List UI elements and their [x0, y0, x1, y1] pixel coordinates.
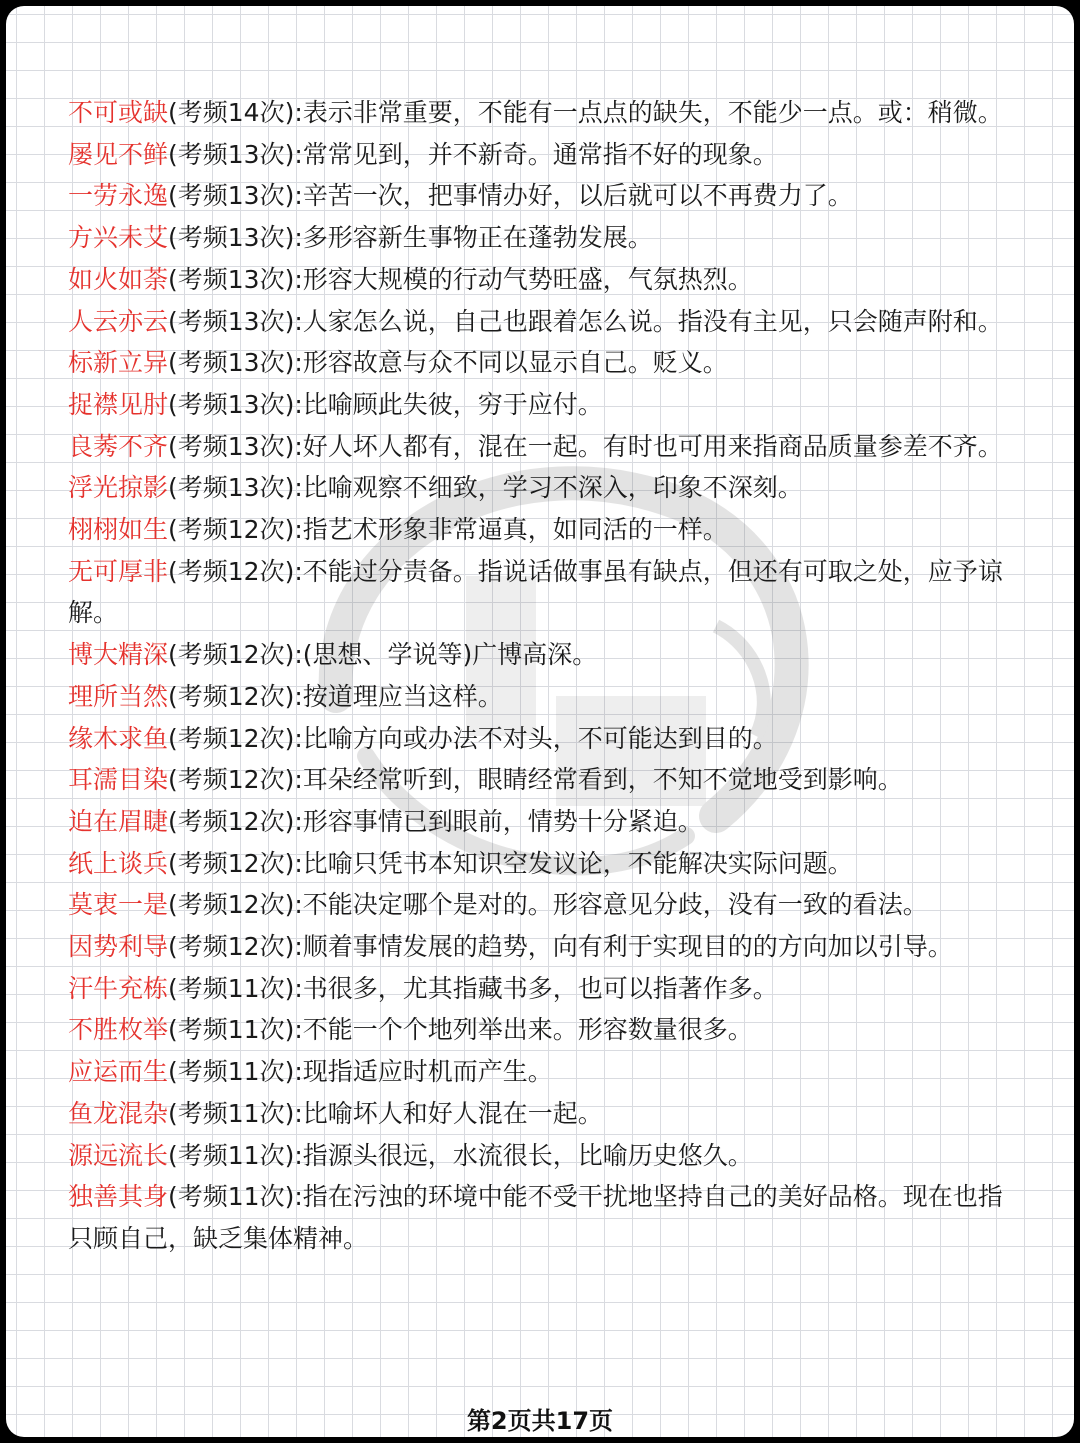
idiom-entry: [68, 926, 1018, 968]
idiom-term: 理所当然: [68, 681, 169, 711]
idiom-entry: [68, 1135, 1018, 1177]
idiom-entry: [68, 1093, 1018, 1135]
idiom-description: (考频12次):耳朵经常听到，眼睛经常看到，不知不觉地受到影响。: [168, 765, 903, 795]
idiom-entry: [68, 217, 1018, 259]
idiom-entry: [68, 1009, 1018, 1051]
idiom-description: (考频11次):比喻坏人和好人混在一起。: [168, 1098, 603, 1128]
idiom-entry: [68, 801, 1018, 843]
idiom-entry: [68, 676, 1018, 718]
page-number: 第2页共17页: [466, 1407, 614, 1435]
idiom-description: (考频13次):比喻观察不细致，学习不深入，印象不深刻。: [168, 473, 803, 503]
idiom-term: 莫衷一是: [68, 890, 169, 920]
idiom-description: (考频12次):按道理应当这样。: [168, 681, 503, 711]
idiom-term: 标新立异: [68, 348, 169, 378]
idiom-term: 良莠不齐: [68, 431, 169, 461]
idiom-description: (考频12次):形容事情已到眼前，情势十分紧迫。: [168, 806, 703, 836]
idiom-list: [68, 92, 1018, 1260]
idiom-entry: [68, 1051, 1018, 1093]
idiom-term: 捉襟见肘: [68, 389, 169, 419]
idiom-description: (考频11次):指在污浊的环境中能不受干扰地坚持自己的美好品格。现在也指只顾自己，缺乏集体精神。: [68, 1182, 1003, 1253]
idiom-term: 缘木求鱼: [68, 723, 169, 753]
idiom-term: 栩栩如生: [68, 515, 169, 545]
idiom-entry: [68, 1176, 1018, 1259]
idiom-term: 因势利导: [68, 932, 169, 962]
idiom-term: 不可或缺: [68, 98, 169, 127]
idiom-description: (考频12次):比喻只凭书本知识空发议论，不能解决实际问题。: [168, 848, 853, 878]
idiom-description: (考频13次):形容故意与众不同以显示自己。贬义。: [168, 348, 728, 378]
idiom-term: 纸上谈兵: [68, 848, 169, 878]
idiom-entry: [68, 509, 1018, 551]
idiom-description: (考频13次):比喻顾此失彼，穷于应付。: [168, 389, 603, 419]
idiom-entry: [68, 384, 1018, 426]
idiom-term: 无可厚非: [68, 556, 169, 586]
idiom-description: (考频14次):表示非常重要，不能有一点点的缺失，不能少一点。或：稍微。: [168, 98, 1003, 127]
idiom-entry: [68, 843, 1018, 885]
idiom-description: (考频13次):形容大规模的行动气势旺盛，气氛热烈。: [168, 264, 753, 294]
idiom-term: 源远流长: [68, 1140, 169, 1170]
idiom-description: (考频12次):比喻方向或办法不对头，不可能达到目的。: [168, 723, 778, 753]
idiom-term: 如火如荼: [68, 264, 169, 294]
idiom-description: (考频13次):人家怎么说，自己也跟着怎么说。指没有主见，只会随声附和。: [168, 306, 1003, 336]
idiom-entry: [68, 718, 1018, 760]
idiom-term: 耳濡目染: [68, 765, 169, 795]
idiom-description: (考频11次):不能一个个地列举出来。形容数量很多。: [168, 1015, 753, 1045]
idiom-entry: [68, 968, 1018, 1010]
idiom-entry: [68, 259, 1018, 301]
idiom-description: (考频12次):指艺术形象非常逼真，如同活的一样。: [168, 515, 728, 545]
idiom-entry: [68, 467, 1018, 509]
idiom-term: 方兴未艾: [68, 223, 169, 253]
idiom-entry: [68, 551, 1018, 634]
idiom-entry: [68, 175, 1018, 217]
idiom-description: (考频13次):辛苦一次，把事情办好，以后就可以不再费力了。: [168, 181, 853, 211]
idiom-description: (考频13次):好人坏人都有，混在一起。有时也可用来指商品质量参差不齐。: [168, 431, 1003, 461]
idiom-term: 鱼龙混杂: [68, 1098, 169, 1128]
idiom-entry: [68, 884, 1018, 926]
idiom-description: (考频13次):常常见到，并不新奇。通常指不好的现象。: [168, 139, 778, 169]
idiom-term: 汗牛充栋: [68, 973, 169, 1003]
idiom-term: 博大精深: [68, 640, 169, 670]
idiom-entry: [68, 92, 1018, 134]
idiom-term: 一劳永逸: [68, 181, 169, 211]
idiom-description: (考频12次):不能过分责备。指说话做事虽有缺点，但还有可取之处，应予谅解。: [68, 556, 1003, 628]
idiom-entry: [68, 759, 1018, 801]
idiom-description: (考频12次):(思想、学说等)广博高深。: [168, 640, 598, 670]
idiom-term: 迫在眉睫: [68, 806, 169, 836]
idiom-entry: [68, 301, 1018, 343]
idiom-entry: [68, 426, 1018, 468]
idiom-description: (考频11次):指源头很远，水流很长，比喻历史悠久。: [168, 1140, 753, 1170]
notebook-page: [6, 6, 1074, 1437]
idiom-term: 浮光掠影: [68, 473, 169, 503]
idiom-term: 独善其身: [68, 1182, 169, 1212]
idiom-entry: [68, 634, 1018, 676]
idiom-term: 应运而生: [68, 1057, 169, 1087]
idiom-description: (考频12次):顺着事情发展的趋势，向有利于实现目的的方向加以引导。: [168, 932, 953, 962]
idiom-entry: [68, 342, 1018, 384]
idiom-term: 不胜枚举: [68, 1015, 169, 1045]
idiom-description: (考频13次):多形容新生事物正在蓬勃发展。: [168, 223, 653, 253]
idiom-term: 屡见不鲜: [68, 139, 169, 169]
idiom-entry: [68, 134, 1018, 176]
idiom-description: (考频11次):现指适应时机而产生。: [168, 1057, 553, 1087]
idiom-description: (考频11次):书很多，尤其指藏书多，也可以指著作多。: [168, 973, 778, 1003]
idiom-description: (考频12次):不能决定哪个是对的。形容意见分歧，没有一致的看法。: [168, 890, 928, 920]
idiom-term: 人云亦云: [68, 306, 169, 336]
